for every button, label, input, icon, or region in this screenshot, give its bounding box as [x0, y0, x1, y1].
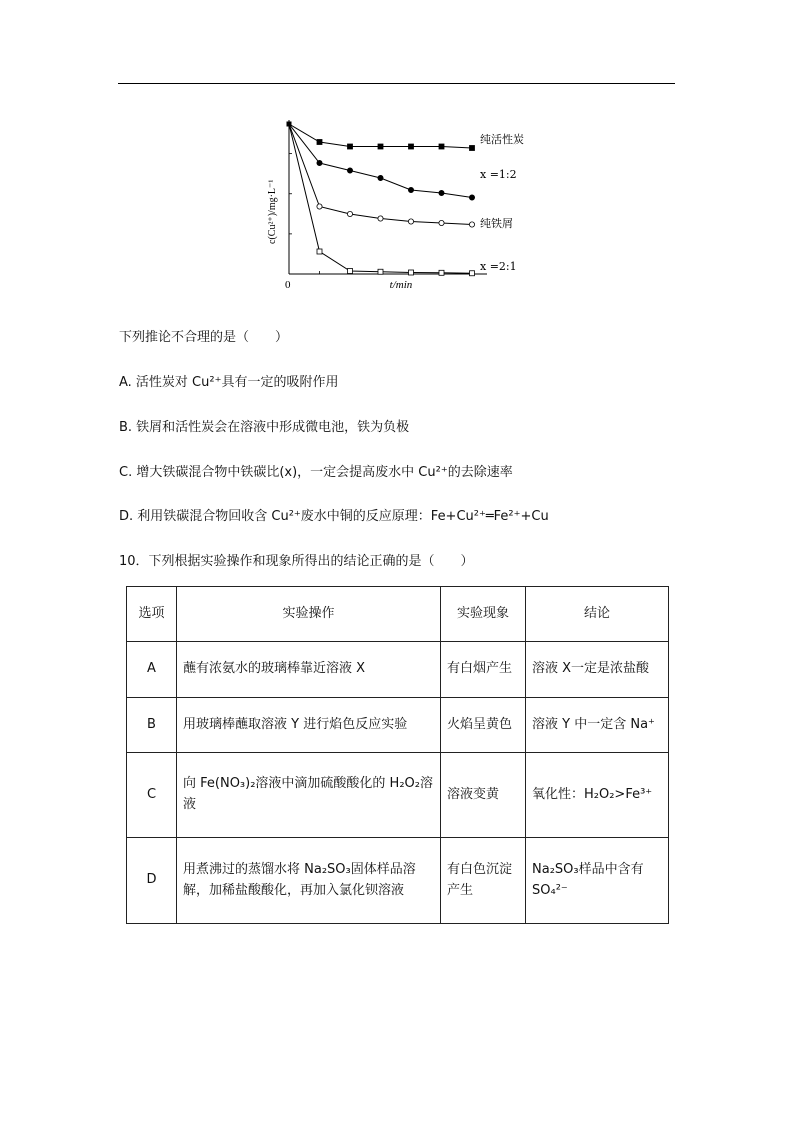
header-phenomenon: 实验现象: [441, 587, 526, 642]
data-point: [470, 271, 475, 276]
row-operation: 向 Fe(NO₃)₂溶液中滴加硫酸酸化的 H₂O₂溶液: [177, 753, 441, 838]
series-label: 纯活性炭: [480, 133, 524, 146]
row-label: A: [127, 642, 177, 698]
data-point: [347, 211, 352, 216]
data-point: [348, 144, 353, 149]
series-label: x =1:2: [480, 168, 517, 181]
experiment-table: [126, 586, 669, 924]
row-label: C: [127, 753, 177, 838]
data-point: [408, 187, 413, 192]
header-option: 选项: [127, 587, 177, 642]
header-conclusion: 结论: [526, 587, 669, 642]
data-point: [409, 144, 414, 149]
question-10: 10．下列根据实验操作和现象所得出的结论正确的是（ ）: [119, 554, 474, 569]
data-point: [439, 144, 444, 149]
row-conclusion: 溶液 Y 中一定含 Na⁺: [526, 698, 669, 753]
x-axis-label: t/min: [389, 279, 413, 291]
data-point: [348, 269, 353, 274]
row-label: D: [127, 838, 177, 924]
series-line: [289, 124, 472, 225]
data-point: [378, 144, 383, 149]
data-point: [378, 269, 383, 274]
row-label: B: [127, 698, 177, 753]
data-point: [317, 249, 322, 254]
row-operation: 用煮沸过的蒸馏水将 Na₂SO₃固体样品溶解，加稀盐酸酸化，再加入氯化钡溶液: [177, 838, 441, 924]
option-c: C. 增大铁碳混合物中铁碳比(x)，一定会提高废水中 Cu²⁺的去除速率: [119, 465, 513, 480]
header-operation: 实验操作: [177, 587, 441, 642]
row-phenomenon: 火焰呈黄色: [441, 698, 526, 753]
row-operation: 用玻璃棒蘸取溶液 Y 进行焰色反应实验: [177, 698, 441, 753]
data-point: [439, 220, 444, 225]
data-point: [439, 190, 444, 195]
data-point: [317, 160, 322, 165]
data-point: [317, 204, 322, 209]
option-b: B. 铁屑和活性炭会在溶液中形成微电池，铁为负极: [119, 420, 410, 435]
table-row: [127, 753, 669, 838]
table-header-row: [127, 587, 669, 642]
data-point: [470, 146, 475, 151]
table-row: [127, 698, 669, 753]
series-label: x =2:1: [480, 260, 517, 273]
data-point: [408, 219, 413, 224]
row-phenomenon: 溶液变黄: [441, 753, 526, 838]
table-row: [127, 642, 669, 698]
series-label: 纯铁屑: [480, 217, 513, 230]
data-point: [317, 140, 322, 145]
y-axis-label: c(Cu²⁺)/mg·L⁻¹: [267, 179, 278, 244]
option-a: A. 活性炭对 Cu²⁺具有一定的吸附作用: [119, 375, 339, 390]
option-d: D. 利用铁碳混合物回收含 Cu²⁺废水中铜的反应原理：Fe+Cu²⁺═Fe²⁺+Cu: [119, 509, 549, 524]
data-point: [347, 168, 352, 173]
row-conclusion: 氧化性：H₂O₂>Fe³⁺: [526, 753, 669, 838]
data-point: [409, 270, 414, 275]
row-conclusion: 溶液 X一定是浓盐酸: [526, 642, 669, 698]
start-point: [287, 122, 292, 127]
data-point: [469, 195, 474, 200]
cu-concentration-chart: [262, 112, 562, 297]
row-phenomenon: 有白色沉淀产生: [441, 838, 526, 924]
table-row: [127, 838, 669, 924]
origin-label: 0: [285, 279, 291, 291]
data-point: [439, 270, 444, 275]
header-rule: [118, 83, 675, 84]
data-point: [378, 175, 383, 180]
series-line: [289, 124, 472, 198]
row-conclusion: Na₂SO₃样品中含有SO₄²⁻: [526, 838, 669, 924]
row-phenomenon: 有白烟产生: [441, 642, 526, 698]
data-point: [378, 216, 383, 221]
data-point: [469, 222, 474, 227]
row-operation: 蘸有浓氨水的玻璃棒靠近溶液 X: [177, 642, 441, 698]
question-prompt: 下列推论不合理的是（ ）: [119, 330, 289, 345]
